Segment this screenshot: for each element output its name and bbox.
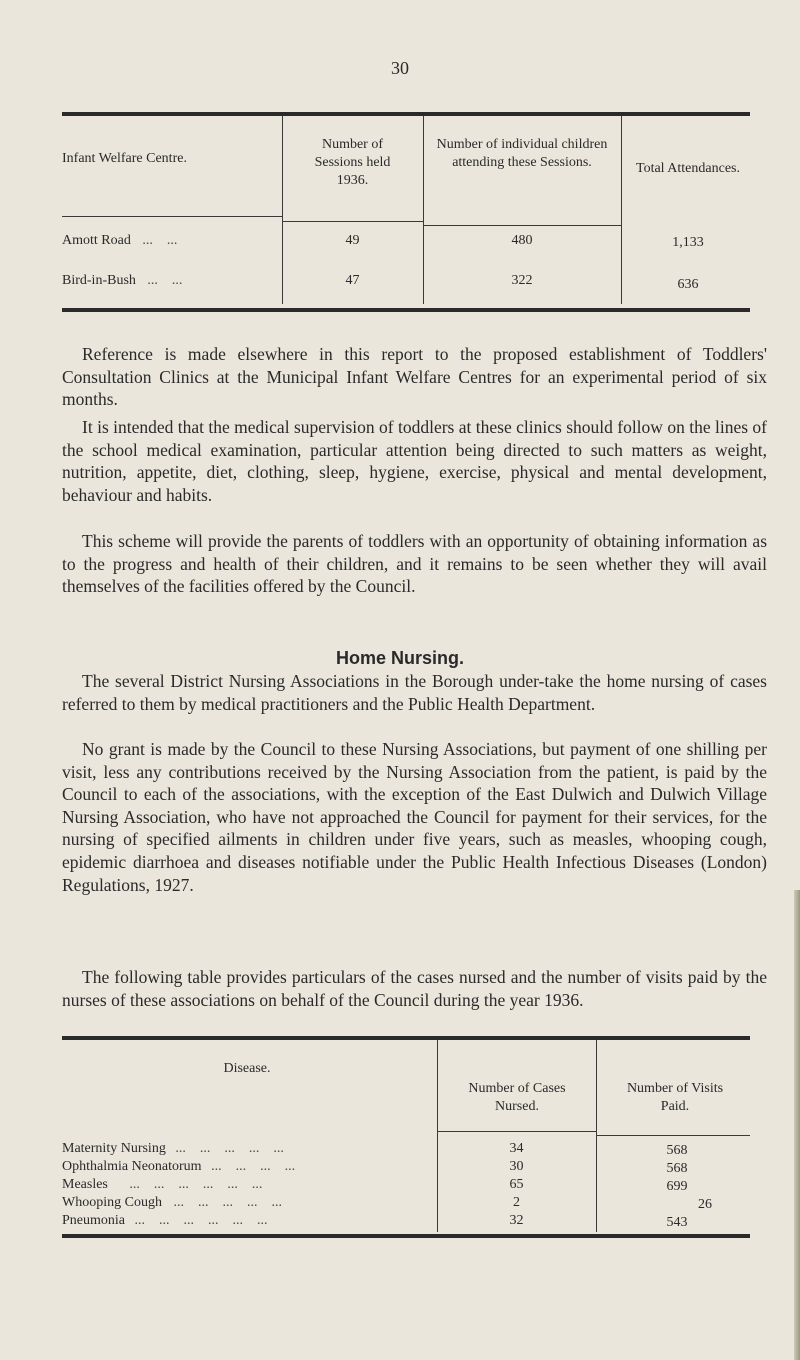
column-header: Number of Cases Nursed. [468,1081,566,1114]
visits-value: 26 [698,1197,712,1212]
disease-label: Maternity Nursing [62,1141,166,1156]
paragraph-text: The following table provides particulars of the cases nursed and the number of visits paid by the nurses of these associations on behalf of the Council during the year 1936. [62,967,767,1010]
cases-value: 30 [509,1159,524,1174]
visits-value: 543 [666,1215,688,1230]
page-edge-shadow [794,890,800,1360]
paragraph-text: This scheme will provide the parents of toddlers with an opportunity of obtaining information as to the progress and health of their children, and it remains to be seen whether they will avail themselves of the facilities offered by the Council. [62,531,767,597]
children-value: 480 [511,233,533,248]
cases-value: 34 [509,1141,524,1156]
disease-label: Pneumonia [62,1213,125,1228]
dot-leader: ... ... ... ... ... [175,1141,284,1156]
column-header: Total Attendances. [636,161,740,176]
sessions-value: 47 [345,273,360,288]
attendances-value: 1,133 [672,235,704,250]
dot-leader: ... ... [142,233,178,248]
column-header: Number of Visits Paid. [626,1081,724,1114]
sessions-value: 49 [345,233,360,248]
disease-name [62,1176,434,1194]
centre-label: Bird-in-Bush [62,273,136,288]
column-divider [596,1040,597,1232]
cases-value: 65 [509,1177,524,1192]
children-value: 322 [511,273,533,288]
column-header: Number of individual children attending these Sessions. [436,137,608,170]
dot-leader: ... ... ... ... [211,1159,296,1174]
header-rule [596,1135,750,1136]
disease-name [62,1140,434,1158]
section-heading: Home Nursing. [335,648,464,668]
disease-name [62,1194,434,1212]
dot-leader: ... ... ... ... ... ... [129,1177,263,1192]
cases-value: 32 [509,1213,524,1228]
disease-name [62,1158,434,1176]
column-header: Disease. [223,1061,271,1076]
paragraph-text: Reference is made elsewhere in this report to the proposed establishment of Toddlers' Consultation Clinics at the Municipal Infant Welfare Centres for an experimental period of six months. [62,344,767,410]
disease-label: Ophthalmia Neonatorum [62,1159,202,1174]
dot-leader: ... ... ... ... ... [173,1195,282,1210]
visits-value: 699 [666,1179,688,1194]
page-number: 30 [391,58,409,78]
column-header: Number of Sessions held 1936. [314,137,391,188]
disease-label: Whooping Cough [62,1195,162,1210]
paragraph-text: It is intended that the medical supervision of toddlers at these clinics should follow on the lines of the school medical examination, particular attention being directed to such matters as weight, nutrition, appetite, diet, clothing, sleep, hygiene, exercise, physical and mental development, behaviour and habits. [62,417,767,505]
table-top-rule [62,1036,750,1040]
centre-label: Amott Road [62,233,131,248]
visits-value: 568 [666,1161,688,1176]
disease-label: Measles [62,1177,108,1192]
dot-leader: ... ... [147,273,183,288]
table-bottom-rule [62,1234,750,1238]
paragraph-text: The several District Nursing Associations in the Borough under-take the home nursing of cases referred to them by medical practitioners and the Public Health Department. [62,671,767,714]
visits-value: 568 [666,1143,688,1158]
header-rule [437,1131,596,1132]
disease-name [62,1212,434,1230]
paragraph-text: No grant is made by the Council to these Nursing Associations, but payment of one shilling per visit, less any contributions received by the Nursing Association from the patient, is paid by the Council to each of the associations, with the exception of the East Dulwich and Dulwich Village Nursing Association, who have not approached the Council for payment for their services, for the nursing of specified ailments in children under five years, such as measles, whooping cough, epidemic diarrhoea and diseases notifiable under the Public Health Infectious Diseases (London) Regulations, 1927. [62,739,767,895]
dot-leader: ... ... ... ... ... ... [134,1213,268,1228]
attendances-value: 636 [677,277,699,292]
cases-value: 2 [513,1195,520,1210]
column-header: Infant Welfare Centre. [62,151,187,166]
